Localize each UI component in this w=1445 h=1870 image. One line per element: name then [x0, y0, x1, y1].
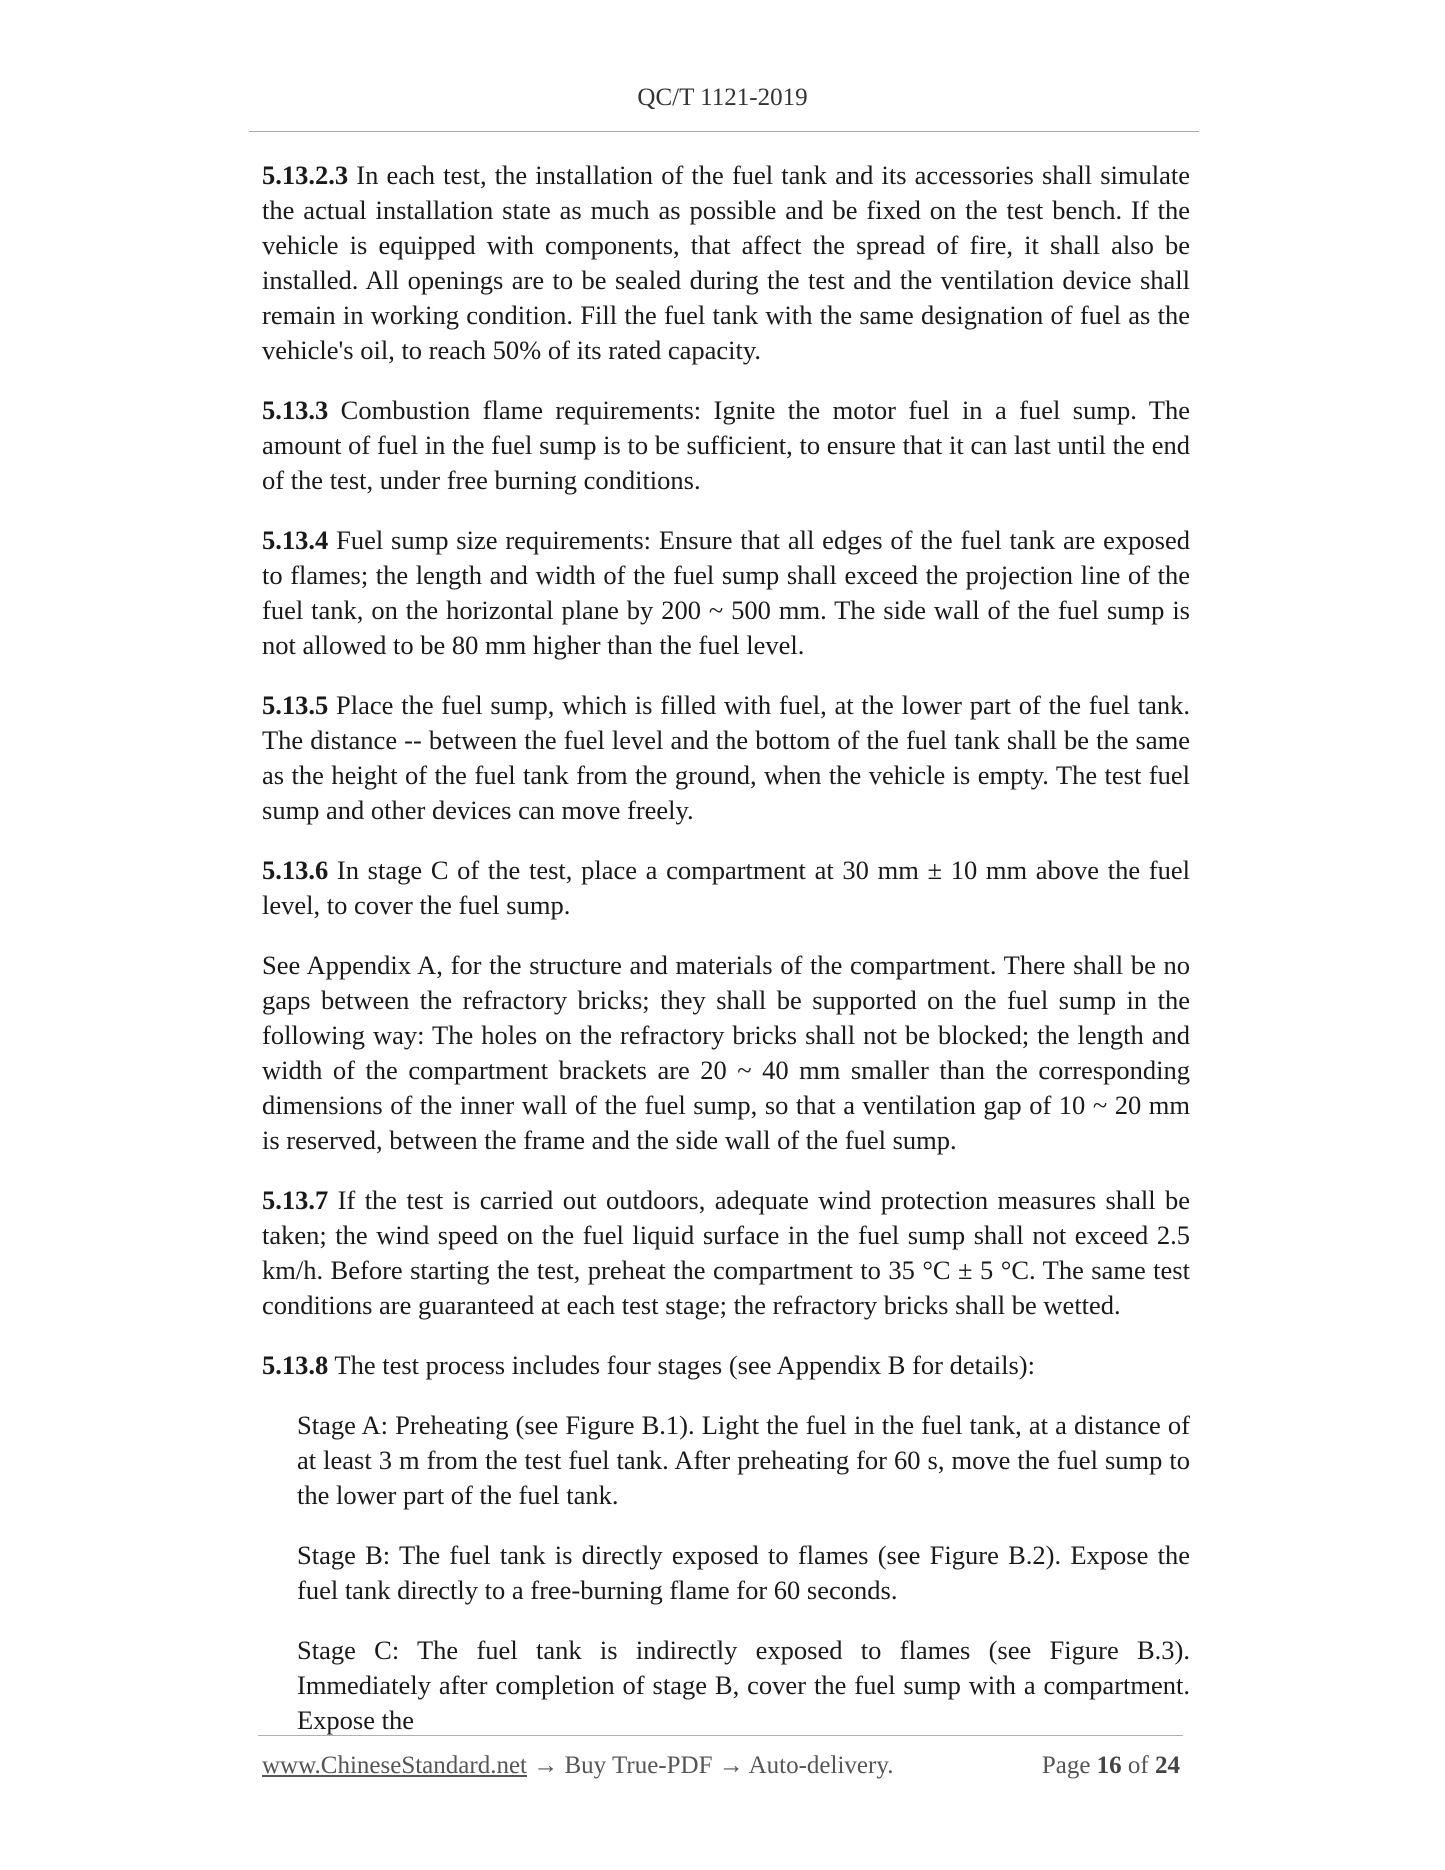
clause-text: Fuel sump size requirements: Ensure that all edges of the fuel tank are exposed to flames; the length and width of the fuel sump shall exceed the projection line of the fuel tank, on the horizontal plane by 200 ~ 500 mm. The side wall of the fuel sump is not allowed to be 80 mm higher than the fuel level. — [262, 525, 1190, 660]
clause-number: 5.13.3 — [262, 395, 329, 425]
header-divider — [249, 131, 1199, 132]
clause-text: If the test is carried out outdoors, adequate wind protection measures shall be taken; the wind speed on the fuel liquid surface in the fuel sump shall not exceed 2.5 km/h. Before starting the test, preheat the compartment to 35 °C ± 5 °C. The same test conditions are guaranteed at each test stage; the refractory bricks shall be wetted. — [262, 1185, 1190, 1320]
clause-text: In each test, the installation of the fuel tank and its accessories shall simulate the actual installation state as much as possible and be fixed on the test bench. If the vehicle is equipped with components, that affect the spread of fire, it shall also be installed. All openings are to be sealed during the test and the ventilation device shall remain in working condition. Fill the fuel tank with the same designation of fuel as the vehicle's oil, to reach 50% of its rated capacity. — [262, 160, 1190, 365]
website-link[interactable]: www.ChineseStandard.net — [262, 1752, 527, 1779]
clause-text: The test process includes four stages (see Appendix B for details): — [328, 1350, 1035, 1380]
clause-number: 5.13.8 — [262, 1350, 329, 1380]
clause-5-13-4 — [262, 523, 1190, 663]
page-number — [1042, 1752, 1180, 1780]
footer-tagline: → Buy True-PDF → Auto-delivery. — [527, 1752, 894, 1779]
clause-5-13-8 — [262, 1348, 1190, 1383]
clause-number: 5.13.2.3 — [262, 160, 349, 190]
clause-5-13-7 — [262, 1183, 1190, 1323]
page-current: 16 — [1096, 1752, 1122, 1779]
clause-number: 5.13.4 — [262, 525, 329, 555]
page-header: QC/T 1121-2019 — [637, 84, 808, 111]
clause-5-13-5 — [262, 688, 1190, 828]
stage-b: Stage B: The fuel tank is directly exposed to flames (see Figure B.2). Expose the fuel tank directly to a free-burning flame for 60 seconds. — [297, 1540, 1190, 1605]
clause-text: In stage C of the test, place a compartment at 30 mm ± 10 mm above the fuel level, to cover the fuel sump. — [262, 855, 1190, 920]
clause-text: See Appendix A, for the structure and materials of the compartment. There shall be no gaps between the refractory bricks; they shall be supported on the fuel sump in the following way: The holes on the refractory bricks shall not be blocked; the length and width of the compartment brackets are 20 ~ 40 mm smaller than the corresponding dimensions of the inner wall of the fuel sump, so that a ventilation gap of 10 ~ 20 mm is reserved, between the frame and the side wall of the fuel sump. — [262, 950, 1190, 1155]
clause-5-13-6-continued — [262, 948, 1190, 1158]
clause-5-13-2-3 — [262, 158, 1190, 368]
clause-text: Place the fuel sump, which is filled with fuel, at the lower part of the fuel tank. The distance -- between the fuel level and the bottom of the fuel tank shall be the same as the height of the fuel tank from the ground, when the vehicle is empty. The test fuel sump and other devices can move freely. — [262, 690, 1190, 825]
clause-5-13-6 — [262, 853, 1190, 923]
clause-number: 5.13.7 — [262, 1185, 329, 1215]
footer-promo — [262, 1752, 893, 1780]
stage-a: Stage A: Preheating (see Figure B.1). Light the fuel in the fuel tank, at a distance of at least 3 m from the test fuel tank. After preheating for 60 s, move the fuel sump to the lower part of the fuel tank. — [297, 1410, 1190, 1510]
page-total: 24 — [1155, 1752, 1180, 1779]
page-label: Page — [1041, 1752, 1097, 1779]
document-body — [262, 158, 1190, 1763]
clause-5-13-3 — [262, 393, 1190, 498]
footer-divider — [258, 1735, 1183, 1736]
clause-number: 5.13.5 — [262, 690, 329, 720]
page-of: of — [1121, 1752, 1155, 1779]
clause-number: 5.13.6 — [262, 855, 329, 885]
clause-text: Combustion flame requirements: Ignite the motor fuel in a fuel sump. The amount of fuel in the fuel sump is to be sufficient, to ensure that it can last until the end of the test, under free burning conditions. — [262, 395, 1190, 495]
stage-c: Stage C: The fuel tank is indirectly exposed to flames (see Figure B.3). Immediately after completion of stage B, cover the fuel sump with a compartment. Expose the — [297, 1635, 1190, 1735]
